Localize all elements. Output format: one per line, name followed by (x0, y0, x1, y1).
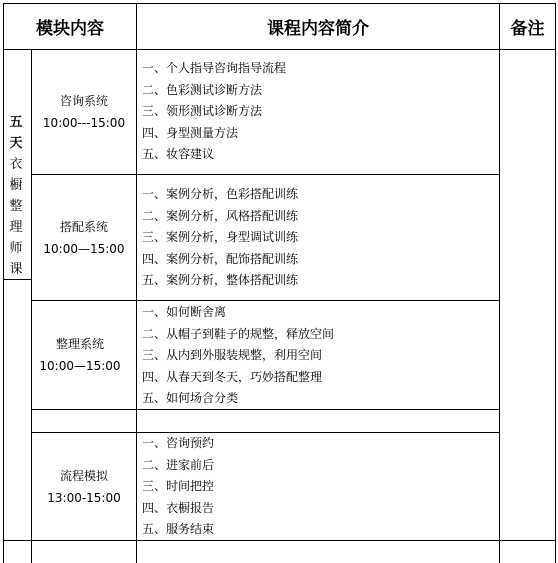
module-column-divider (136, 3, 137, 563)
list-item: 五、服务结束 (142, 522, 215, 536)
list-item: 一、案例分析，色彩搭配训练 (142, 187, 299, 201)
module-cell (32, 433, 136, 540)
list-item: 三、时间把控 (142, 479, 215, 493)
module-cell (24, 301, 136, 409)
module-time: 10:00—15:00 (39, 359, 121, 373)
intro-column-divider (499, 3, 500, 563)
list-item: 一、咨询预约 (142, 436, 215, 450)
module-name: 搭配系统 (59, 219, 108, 234)
module-time: 13:00-15:00 (47, 490, 121, 505)
list-item: 一、如何断舍离 (142, 305, 227, 319)
module-cell (32, 175, 136, 300)
side-char: 师 (9, 241, 23, 256)
list-item: 三、从内到外服装规整，利用空间 (142, 348, 323, 362)
module-time: 10:00---15:00 (42, 116, 126, 130)
module-name: 整理系统 (55, 337, 104, 351)
side-char: 课 (9, 262, 23, 277)
module-name: 流程模拟 (59, 468, 108, 483)
list-item: 五、如何场合分类 (142, 391, 239, 405)
row-divider-5 (3, 540, 555, 541)
list-item: 三、领形测试诊断方法 (142, 104, 263, 118)
module-items (142, 58, 286, 166)
list-item: 四、身型测量方法 (142, 125, 239, 140)
side-char: 整 (9, 199, 23, 214)
table-border-right (555, 3, 556, 563)
list-item: 二、进家前后 (142, 457, 215, 472)
header-module: 模块内容 (36, 19, 104, 39)
header-remark: 备注 (510, 19, 545, 39)
table-border-left (3, 3, 4, 563)
list-item: 二、色彩测试诊断方法 (142, 82, 263, 97)
module-time: 10:00—15:00 (43, 241, 125, 256)
module-items (142, 302, 334, 410)
side-char: 橱 (9, 178, 23, 193)
list-item: 二、案例分析，风格搭配训练 (142, 208, 299, 223)
header-intro: 课程内容简介 (267, 19, 369, 39)
list-item: 五、妆容建议 (142, 147, 215, 161)
module-cell (32, 50, 136, 174)
side-char: 五 (9, 115, 23, 130)
course-side-label (3, 112, 29, 280)
list-item: 四、衣橱报告 (142, 500, 215, 515)
side-char: 理 (9, 220, 23, 235)
list-item: 四、从春天到冬天，巧妙搭配整理 (142, 369, 323, 384)
module-items (142, 433, 214, 541)
list-item: 二、从帽子到鞋子的规整，释放空间 (142, 326, 335, 341)
list-item: 四、案例分析，配饰搭配训练 (142, 251, 299, 266)
module-name: 咨询系统 (59, 94, 108, 108)
module-items (142, 184, 298, 292)
list-item: 三、案例分析，身型调试训练 (142, 230, 299, 244)
list-item: 五、案例分析，整体搭配训练 (142, 273, 299, 287)
list-item: 一、个人指导咨询指导流程 (142, 61, 287, 75)
side-char: 衣 (9, 157, 23, 172)
side-char: 天 (9, 136, 23, 151)
